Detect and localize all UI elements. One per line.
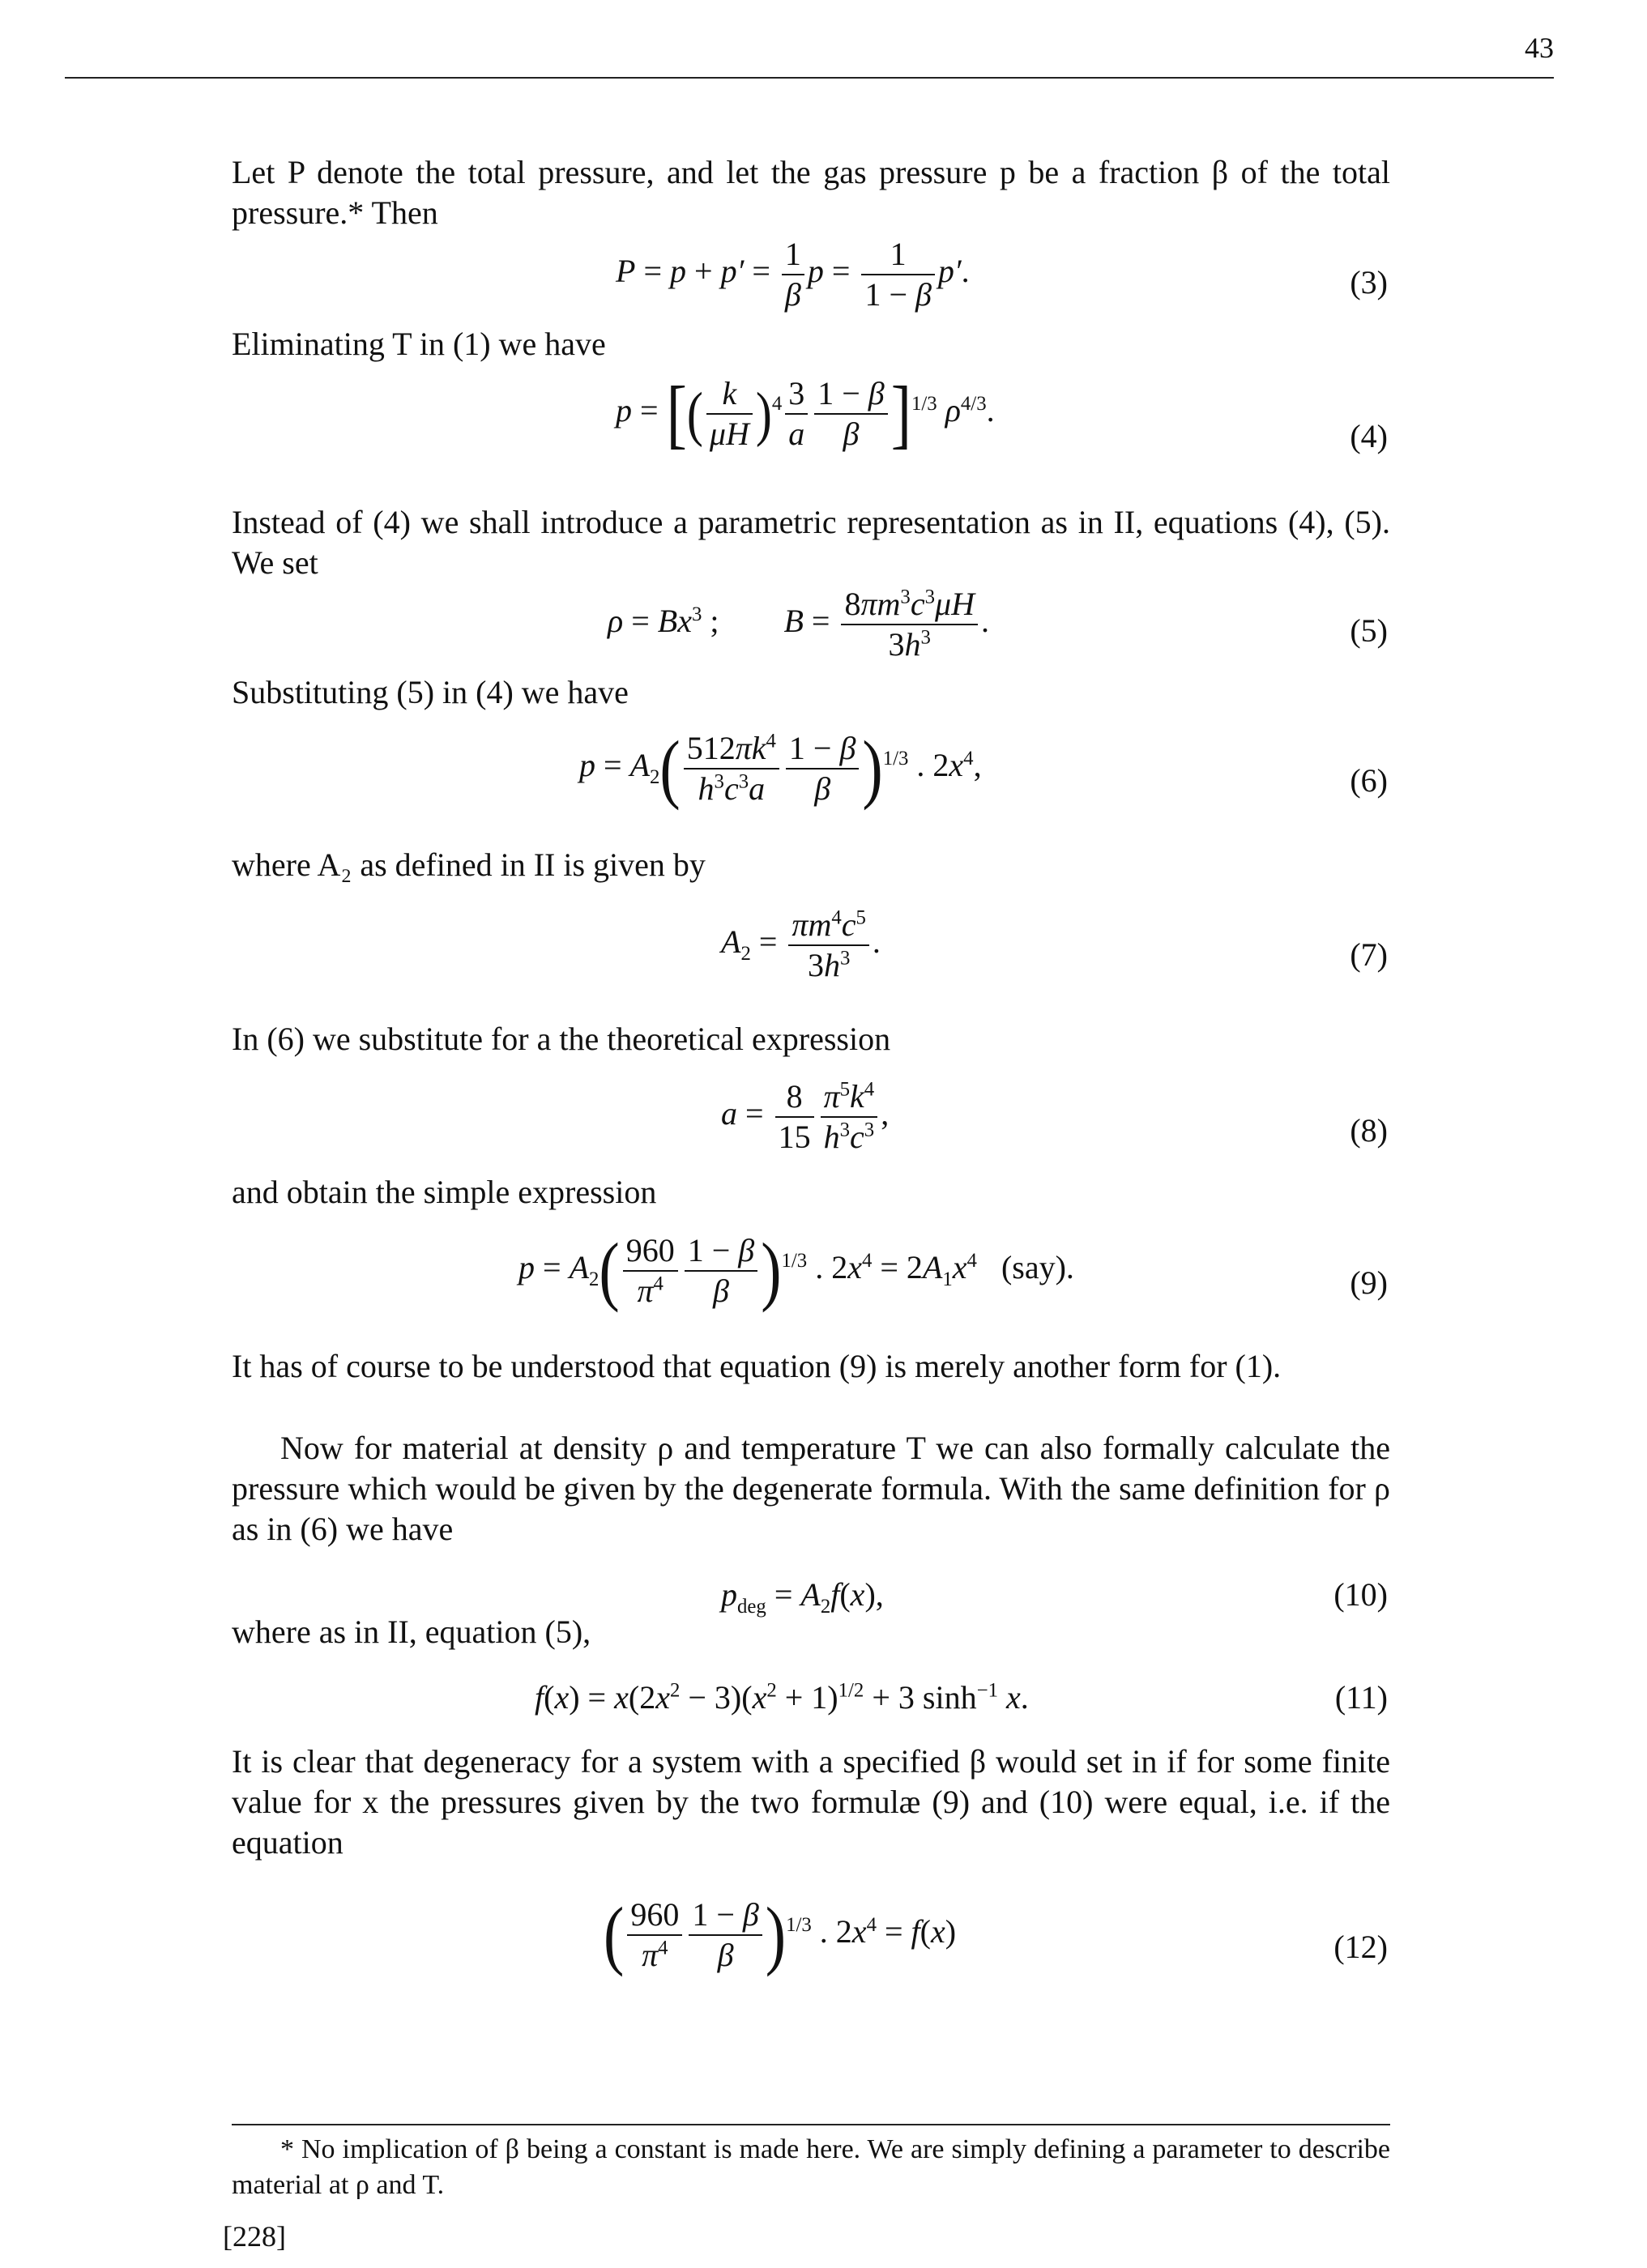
header-rule [65,77,1554,79]
equation-11: $f(x) = x(2x^2 - 3)(x^2 + 1)^{1/2} + 3$ $\sinh^{-1} x$. [535,1679,1029,1716]
equation-number-11: (11) [1334,1679,1388,1716]
paragraph-5: where A₂ as defined in II is given by [232,846,706,883]
paragraph-4: Substituting (5) in (4) we have [232,674,629,710]
equation-7: $A_2$ = $\frac{\pi m^4c^5}{3h^3}$ . [721,906,881,983]
paragraph-1: Let P denote the total pressure, and let the gas pressure p be a fraction β of the total pressure.* Then [232,154,1390,231]
footnote-rule [232,2124,1390,2125]
page-code: [228] [223,2220,286,2253]
paragraph-3: Instead of (4) we shall introduce a parametric representation as in II, equations (4), (5). We set [232,504,1390,581]
paragraph-10: where as in II, equation (5), [232,1614,591,1650]
equation-6: $p = A_2$( $\frac{512\pi k^4}{h^3c^3a}$ $\frac{1 - \beta}{\beta}$ )$^{1/3}$ . $2x^4$, [579,725,982,811]
equation-5: $\rho = Bx^3$ ; B = $\frac{8\pi m^3c^3\mu H}{3h^3}$ . [608,586,989,663]
equation-number-9: (9) [1350,1264,1388,1301]
paragraph-2: Eliminating T in (1) we have [232,326,606,362]
paragraph-6: In (6) we substitute for a the theoretical expression [232,1021,891,1057]
equation-number-12: (12) [1333,1929,1388,1965]
equation-number-8: (8) [1350,1112,1388,1149]
equation-8: a = $\frac{8}{15}$ $\frac{\pi^5k^4}{h^3c^3}$ , [721,1078,890,1155]
paragraph-8: It has of course to be understood that equation (9) is merely another form for (1). [232,1348,1282,1384]
footnote: * No implication of β being a constant is made here. We are simply defining a parameter to describe material at ρ and T. [232,2134,1390,2200]
equation-number-3: (3) [1350,264,1388,301]
paragraph-9: Now for material at density ρ and temperature T we can also formally calculate the pressure which would be given by the degenerate formula. With the same definition for ρ as in (6) we have [232,1430,1390,1547]
equation-4: p = [( $\frac{k}{\mu H}$ )$^4$ $\frac{3}{a}$ $\frac{1 - \beta}{\beta}$ ]$^{1/3}$ $\rho^{4/3}$. [616,370,995,456]
equation-3: P = p + p′ = $\frac{1}{\beta}$ p = $\frac{1}{1 - \beta}$ p′. [616,236,970,313]
equation-number-6: (6) [1350,762,1388,799]
paragraph-7: and obtain the simple expression [232,1174,657,1210]
equation-12: ( $\frac{960}{\pi^4}$ $\frac{1 - \beta}{\beta}$ )$^{1/3}$ . $2x^4 = f(x)$ [604,1891,957,1977]
page-number: 43 [1525,32,1554,64]
equation-number-5: (5) [1350,612,1388,649]
equation-number-4: (4) [1350,418,1388,454]
equation-number-7: (7) [1350,936,1388,973]
equation-10: $p_{deg} = A_2f(x)$, [721,1576,884,1618]
equation-number-10: (10) [1333,1576,1388,1613]
paragraph-11: It is clear that degeneracy for a system with a specified β would set in if for some finite value for x the pressures given by the two formulæ (9) and (10) were equal, i.e. if the equation [232,1743,1390,1861]
equation-9: $p = A_2$( $\frac{960}{\pi^4}$ $\frac{1 - \beta}{\beta}$ )$^{1/3}$ . $2x^4 = 2A_1x^4$ (say). [518,1227,1074,1313]
